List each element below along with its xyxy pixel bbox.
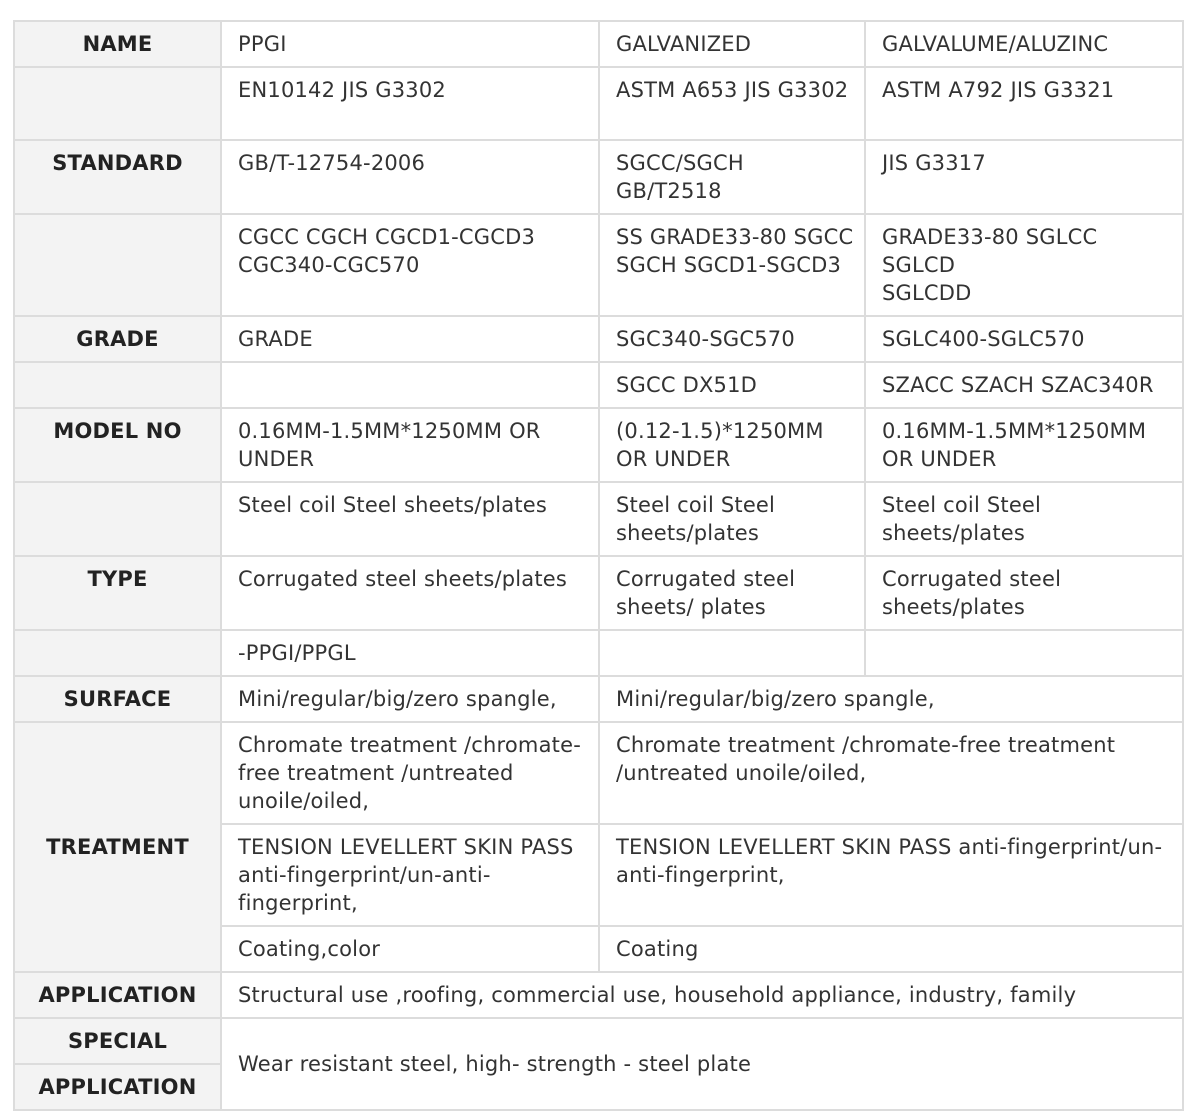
cell-type-ppgi-1: Steel coil Steel sheets/plates xyxy=(221,482,599,556)
cell-type-galvalume-2: Corrugated steel sheets/plates xyxy=(865,556,1183,630)
cell-type-galvanized-3 xyxy=(599,630,865,676)
cell-model-ppgi: 0.16MM-1.5MM*1250MM OR UNDER xyxy=(221,408,599,482)
label-cell-empty xyxy=(14,67,221,140)
cell-special-application: Wear resistant steel, high- strength - steel plate xyxy=(221,1018,1183,1110)
cell-type-ppgi-2: Corrugated steel sheets/plates xyxy=(221,556,599,630)
table-row xyxy=(14,214,1183,316)
cell-treatment-galv-2: TENSION LEVELLERT SKIN PASS anti-fingerprint/un-anti-fingerprint, xyxy=(599,824,1183,926)
special-application-label: APPLICATION xyxy=(14,1064,221,1110)
header-galvalume: GALVALUME/ALUZINC xyxy=(865,21,1183,67)
table-row xyxy=(14,722,1183,824)
cell-grade-galvanized-1: SS GRADE33-80 SGCC SGCH SGCD1-SGCD3 xyxy=(599,214,865,316)
header-galvanized: GALVANIZED xyxy=(599,21,865,67)
cell-type-galvalume-3 xyxy=(865,630,1183,676)
cell-standard-ppgi-1: EN10142 JIS G3302 xyxy=(221,67,599,140)
application-label: APPLICATION xyxy=(14,972,221,1018)
cell-standard-galvanized-1: ASTM A653 JIS G3302 xyxy=(599,67,865,140)
table-row xyxy=(14,67,1183,140)
label-cell-empty xyxy=(14,630,221,676)
table-row xyxy=(14,556,1183,630)
table-row xyxy=(14,362,1183,408)
cell-grade-ppgi-2: GRADE xyxy=(221,316,599,362)
cell-treatment-ppgi-2: TENSION LEVELLERT SKIN PASS anti-fingerprint/un-anti-fingerprint, xyxy=(221,824,599,926)
type-label: TYPE xyxy=(14,556,221,630)
model-no-label: MODEL NO xyxy=(14,408,221,482)
table-row xyxy=(14,676,1183,722)
special-label: SPECIAL xyxy=(14,1018,221,1064)
cell-standard-ppgi-2: GB/T-12754-2006 xyxy=(221,140,599,214)
cell-grade-ppgi-1: CGCC CGCH CGCD1-CGCD3 CGC340-CGC570 xyxy=(221,214,599,316)
cell-surface-galv: Mini/regular/big/zero spangle, xyxy=(599,676,1183,722)
cell-model-galvanized: (0.12-1.5)*1250MM OR UNDER xyxy=(599,408,865,482)
spec-table xyxy=(13,20,1184,1111)
cell-model-galvalume: 0.16MM-1.5MM*1250MM OR UNDER xyxy=(865,408,1183,482)
treatment-label: TREATMENT xyxy=(14,722,221,972)
table-row xyxy=(14,408,1183,482)
table-row xyxy=(14,21,1183,67)
cell-treatment-ppgi-3: Coating,color xyxy=(221,926,599,972)
table-row xyxy=(14,482,1183,556)
cell-type-ppgi-3: -PPGI/PPGL xyxy=(221,630,599,676)
cell-standard-galvanized-2: SGCC/SGCH GB/T2518 xyxy=(599,140,865,214)
table-row xyxy=(14,630,1183,676)
label-cell-empty xyxy=(14,362,221,408)
cell-treatment-galv-1: Chromate treatment /chromate-free treatment /untreated unoile/oiled, xyxy=(599,722,1183,824)
label-cell-empty xyxy=(14,482,221,556)
cell-grade-ppgi-3 xyxy=(221,362,599,408)
cell-grade-galvalume-3: SZACC SZACH SZAC340R xyxy=(865,362,1183,408)
label-cell-empty xyxy=(14,214,221,316)
cell-standard-galvalume-2: JIS G3317 xyxy=(865,140,1183,214)
cell-application: Structural use ,roofing, commercial use, household appliance, industry, family xyxy=(221,972,1183,1018)
surface-label: SURFACE xyxy=(14,676,221,722)
grade-label: GRADE xyxy=(14,316,221,362)
table-row xyxy=(14,1018,1183,1064)
table-row xyxy=(14,316,1183,362)
cell-grade-galvanized-2: SGC340-SGC570 xyxy=(599,316,865,362)
cell-type-galvanized-1: Steel coil Steel sheets/plates xyxy=(599,482,865,556)
standard-label: STANDARD xyxy=(14,140,221,214)
cell-standard-galvalume-1: ASTM A792 JIS G3321 xyxy=(865,67,1183,140)
cell-treatment-ppgi-1: Chromate treatment /chromate-free treatment /untreated unoile/oiled, xyxy=(221,722,599,824)
table-row xyxy=(14,140,1183,214)
header-ppgi: PPGI xyxy=(221,21,599,67)
name-label: NAME xyxy=(14,21,221,67)
table-row xyxy=(14,972,1183,1018)
cell-treatment-galv-3: Coating xyxy=(599,926,1183,972)
cell-grade-galvalume-1: GRADE33-80 SGLCC SGLCD SGLCDD xyxy=(865,214,1183,316)
cell-type-galvanized-2: Corrugated steel sheets/ plates xyxy=(599,556,865,630)
cell-surface-ppgi: Mini/regular/big/zero spangle, xyxy=(221,676,599,722)
cell-type-galvalume-1: Steel coil Steel sheets/plates xyxy=(865,482,1183,556)
cell-grade-galvanized-3: SGCC DX51D xyxy=(599,362,865,408)
cell-grade-galvalume-2: SGLC400-SGLC570 xyxy=(865,316,1183,362)
